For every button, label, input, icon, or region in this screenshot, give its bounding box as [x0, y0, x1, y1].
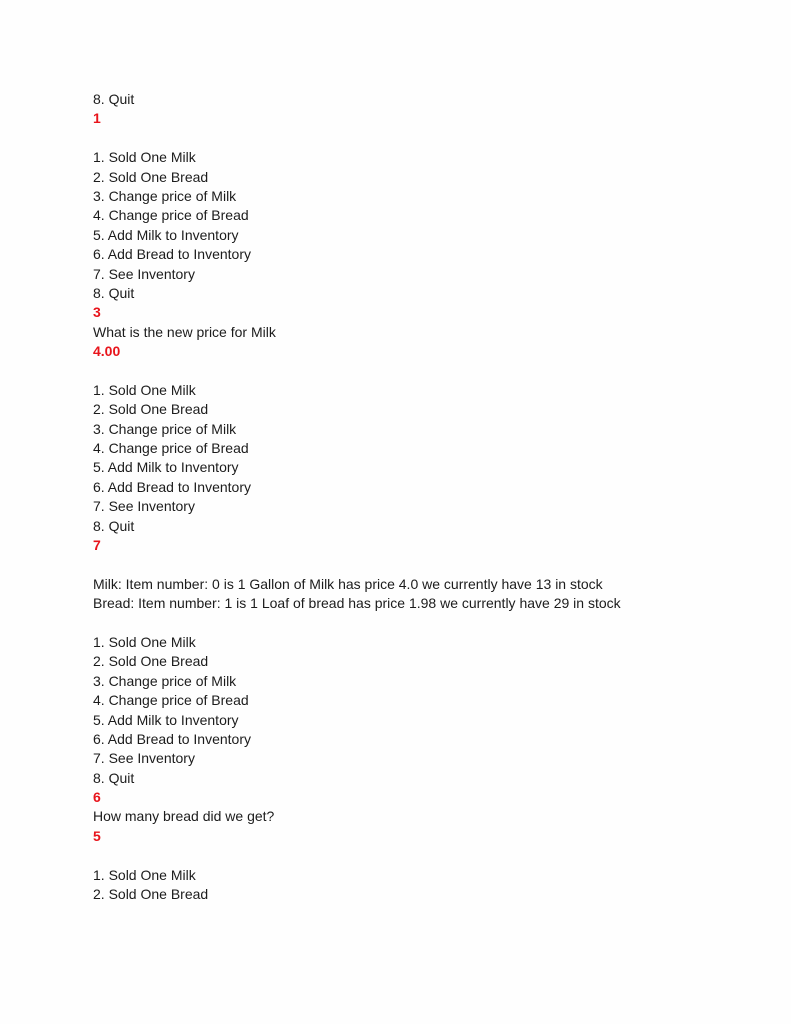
output-line: What is the new price for Milk [93, 323, 276, 340]
output-line: 6. Add Bread to Inventory [93, 246, 251, 263]
blank-line [93, 129, 773, 148]
output-line: 5. Add Milk to Inventory [93, 459, 239, 476]
blank-line [93, 614, 773, 633]
output-line: 8. Quit [93, 284, 135, 301]
output-line: 8. Quit [93, 769, 135, 786]
output-line: 6. Add Bread to Inventory [93, 478, 251, 495]
output-line: 7. See Inventory [93, 265, 195, 282]
output-line: Milk: Item number: 0 is 1 Gallon of Milk has price 4.0 we currently have 13 in stock [93, 575, 603, 592]
output-line: 1. Sold One Milk [93, 866, 196, 883]
output-line: 2. Sold One Bread [93, 168, 209, 185]
output-line: 5. Add Milk to Inventory [93, 226, 239, 243]
user-input-line: 3 [93, 304, 101, 321]
output-line: 2. Sold One Bread [93, 653, 209, 670]
output-line: 8. Quit [93, 517, 135, 534]
output-line: 4. Change price of Bread [93, 207, 249, 224]
blank-line [93, 361, 773, 380]
user-input-line: 4.00 [93, 343, 121, 360]
blank-line [93, 555, 773, 574]
output-line: 4. Change price of Bread [93, 440, 249, 457]
output-line: 4. Change price of Bread [93, 692, 249, 709]
output-line: 2. Sold One Bread [93, 401, 209, 418]
output-line: 7. See Inventory [93, 750, 195, 767]
user-input-line: 1 [93, 110, 101, 127]
console-transcript [93, 90, 773, 904]
user-input-line: 6 [93, 789, 101, 806]
output-line: 8. Quit [93, 91, 135, 107]
output-line: 3. Change price of Milk [93, 672, 237, 689]
output-line: 3. Change price of Milk [93, 420, 237, 437]
output-line: How many bread did we get? [93, 808, 275, 825]
output-line: Bread: Item number: 1 is 1 Loaf of bread has price 1.98 we currently have 29 in stock [93, 595, 621, 612]
output-line: 1. Sold One Milk [93, 633, 196, 650]
output-line: 1. Sold One Milk [93, 381, 196, 398]
blank-line [93, 846, 773, 865]
user-input-line: 5 [93, 827, 101, 844]
output-line: 7. See Inventory [93, 498, 195, 515]
output-line: 2. Sold One Bread [93, 886, 209, 903]
output-line: 1. Sold One Milk [93, 149, 196, 166]
output-line: 3. Change price of Milk [93, 187, 237, 204]
output-line: 6. Add Bread to Inventory [93, 730, 251, 747]
user-input-line: 7 [93, 536, 101, 553]
output-line: 5. Add Milk to Inventory [93, 711, 239, 728]
